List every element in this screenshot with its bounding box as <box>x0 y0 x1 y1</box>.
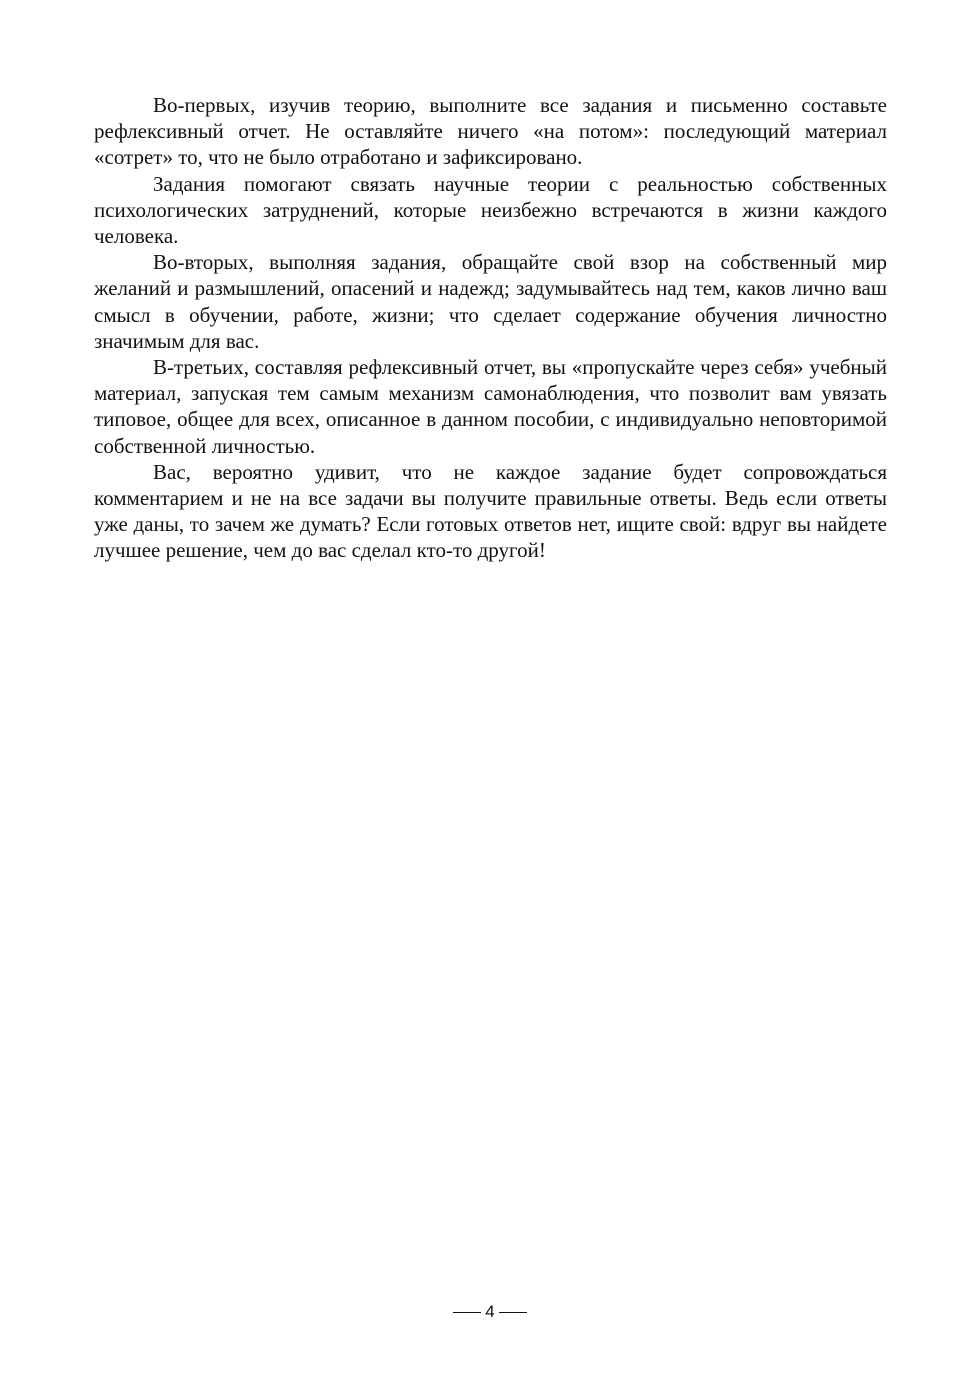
page-number: 4 <box>485 1302 495 1321</box>
paragraph-first: Во-первых, изучив теорию, выполните все задания и письменно составьте рефлексивный отчет. Не оставляйте ничего «на потом»: последующий материал «сотрет» то, что не было отработано и зафиксировано. <box>94 93 887 170</box>
paragraph-third: В-третьих, составляя рефлексивный отчет, вы «пропускайте через себя» учебный материал, запуская тем самым механизм самонаблюдения, что позволит вам увязать типовое, общее для всех, описанное в данном пособии, с индивидуально неповторимой собственной личностью. <box>94 355 887 458</box>
body-text <box>94 92 887 564</box>
dash-left <box>453 1312 481 1313</box>
dash-right <box>499 1312 527 1313</box>
page-footer <box>0 1302 980 1322</box>
paragraph-tasks: Задания помогают связать научные теории с реальностью собственных психологических затруднений, которые неизбежно встречаются в жизни каждого человека. <box>94 171 887 249</box>
paragraph-surprise: Вас, вероятно удивит, что не каждое задание будет сопровождаться комментарием и не на все задачи вы получите правильные ответы. Ведь если ответы уже даны, то зачем же думать? Если готовых ответов нет, ищите свой: вдруг вы найдете лучшее решение, чем до вас сделал кто-то другой! <box>94 459 887 563</box>
paragraph-second: Во-вторых, выполняя задания, обращайте свой взор на собственный мир желаний и размышлений, опасений и надежд; задумывайтесь над тем, каков лично ваш смысл в обучении, работе, жизни; что сделает содержание обучения личностно значимым для вас. <box>94 250 887 353</box>
